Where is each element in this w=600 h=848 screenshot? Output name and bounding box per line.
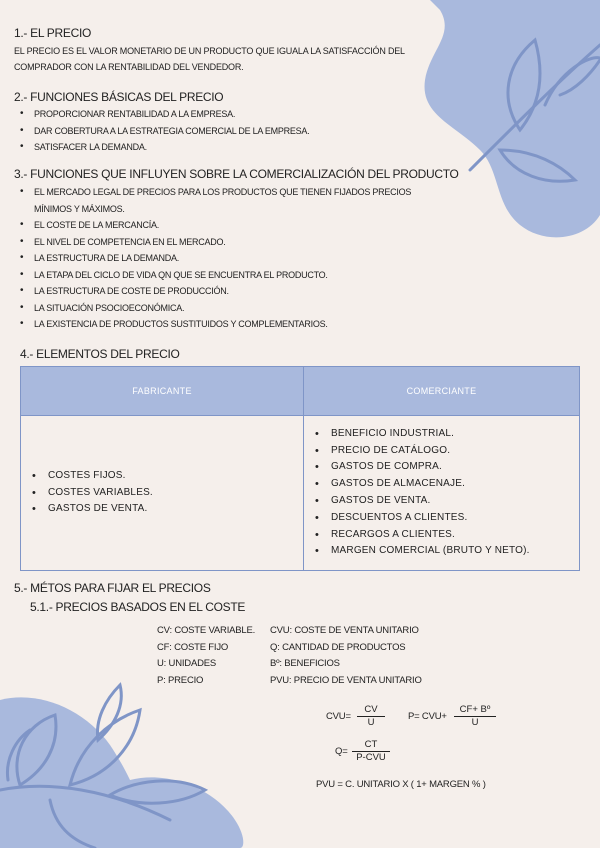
- list-item: • DESCUENTOS A CLIENTES.: [305, 510, 578, 527]
- legend-pvu: PVU: PRECIO DE VENTA UNITARIO: [270, 675, 422, 686]
- list-item: • LA EXISTENCIA DE PRODUCTOS SUSTITUIDOS Y COMPLEMENTARIOS.: [14, 316, 411, 333]
- table-header-fabricante: FABRICANTE: [21, 367, 304, 416]
- formula3-numerator: CT: [352, 739, 390, 752]
- list-item: • SATISFACER LA DEMANDA.: [14, 139, 309, 156]
- table-header-comerciante: COMERCIANTE: [304, 367, 580, 416]
- table-cell-comerciante: [304, 416, 580, 571]
- list-item: • LA ETAPA DEL CICLO DE VIDA QN QUE SE ENCUENTRA EL PRODUCTO.: [14, 267, 411, 284]
- formula4: PVU = C. UNITARIO X ( 1+ MARGEN % ): [316, 779, 486, 790]
- formula3-lhs: Q=: [335, 746, 348, 757]
- legend-cvu: CVU: COSTE DE VENTA UNITARIO: [270, 625, 419, 636]
- list-item: • GASTOS DE VENTA.: [22, 501, 302, 518]
- formula3-fraction: [352, 739, 390, 764]
- legend-p: P: PRECIO: [157, 675, 204, 686]
- section4-title: 4.- ELEMENTOS DEL PRECIO: [20, 347, 180, 361]
- formula2-lhs: P= CVU+: [408, 711, 447, 722]
- formula2-denominator: U: [471, 717, 479, 728]
- formula1-denominator: U: [367, 717, 375, 728]
- section5-title: 5.- MÉTOS PARA FIJAR EL PRECIOS: [14, 581, 211, 595]
- list-item: • LA ESTRUCTURA DE LA DEMANDA.: [14, 250, 411, 267]
- section1-text-line1: EL PRECIO ES EL VALOR MONETARIO DE UN PRODUCTO QUE IGUALA LA SATISFACCIÓN DEL: [14, 46, 405, 56]
- section1-title: 1.- EL PRECIO: [14, 26, 92, 40]
- formula1-numerator: CV: [357, 704, 385, 717]
- formula3-denominator: P-CVU: [356, 752, 386, 763]
- section2-list: [14, 106, 309, 156]
- list-item: • DAR COBERTURA A LA ESTRATEGIA COMERCIAL DE LA EMPRESA.: [14, 123, 309, 140]
- legend-u: U: UNIDADES: [157, 658, 217, 669]
- list-item: • LA ESTRUCTURA DE COSTE DE PRODUCCIÓN.: [14, 283, 411, 300]
- list-item: • COSTES FIJOS.: [22, 468, 302, 485]
- formula2-fraction: [454, 704, 496, 729]
- section3-title: 3.- FUNCIONES QUE INFLUYEN SOBRE LA COMERCIALIZACIÓN DEL PRODUCTO: [14, 167, 459, 181]
- list-item: • EL COSTE DE LA MERCANCÍA.: [14, 217, 411, 234]
- list-item: • PRECIO DE CATÁLOGO.: [305, 443, 578, 460]
- legend-cf: CF: COSTE FIJO: [157, 642, 229, 653]
- list-item: • BENEFICIO INDUSTRIAL.: [305, 426, 578, 443]
- section3-list: [14, 184, 411, 333]
- price-elements-table: [20, 366, 580, 571]
- legend-q: Q: CANTIDAD DE PRODUCTOS: [270, 642, 406, 653]
- legend-cv: CV: COSTE VARIABLE.: [157, 625, 256, 636]
- formula1-lhs: CVU=: [326, 711, 351, 722]
- list-item: • EL NIVEL DE COMPETENCIA EN EL MERCADO.: [14, 234, 411, 251]
- list-item: • RECARGOS A CLIENTES.: [305, 527, 578, 544]
- list-item: • EL MERCADO LEGAL DE PRECIOS PARA LOS PRODUCTOS QUE TIENEN FIJADOS PRECIOS MÍNIMOS Y MÁXIMOS.: [14, 184, 411, 217]
- formula1-fraction: [357, 704, 385, 729]
- list-item: • PROPORCIONAR RENTABILIDAD A LA EMPRESA.: [14, 106, 309, 123]
- section5-subtitle: 5.1.- PRECIOS BASADOS EN EL COSTE: [30, 600, 246, 614]
- list-item: • GASTOS DE COMPRA.: [305, 459, 578, 476]
- list-item: • LA SITUACIÓN PSOCIOECONÓMICA.: [14, 300, 411, 317]
- section2-title: 2.- FUNCIONES BÁSICAS DEL PRECIO: [14, 90, 224, 104]
- list-item: • COSTES VARIABLES.: [22, 485, 302, 502]
- table-cell-fabricante: [21, 416, 304, 571]
- list-item: • GASTOS DE ALMACENAJE.: [305, 476, 578, 493]
- list-item: • GASTOS DE VENTA.: [305, 493, 578, 510]
- section1-text-line2: COMPRADOR CON LA RENTABILIDAD DEL VENDEDOR.: [14, 62, 244, 72]
- formula2-numerator: CF+ Bº: [454, 704, 496, 717]
- legend-b: Bº: BENEFICIOS: [270, 658, 340, 669]
- list-item: • MARGEN COMERCIAL (BRUTO Y NETO).: [305, 543, 578, 560]
